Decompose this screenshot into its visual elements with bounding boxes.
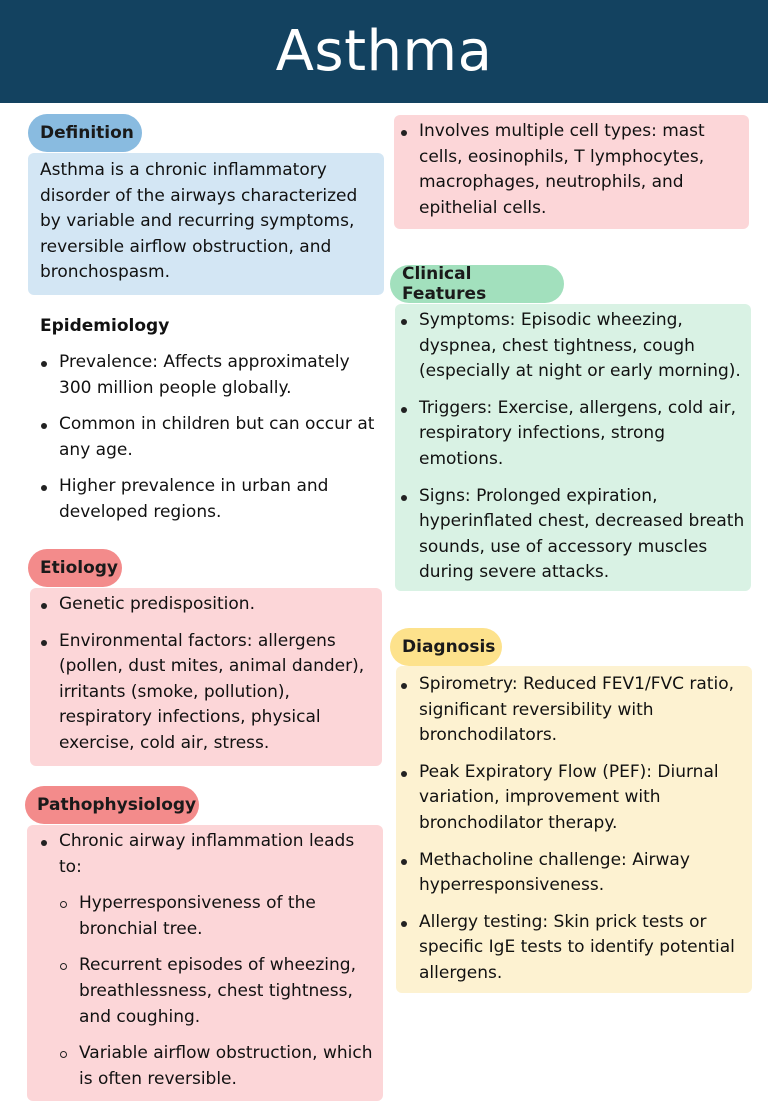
list-item: Hyperresponsiveness of the bronchial tree. — [59, 891, 375, 942]
circle-bullet-icon — [60, 901, 67, 908]
clinical-features-box — [395, 304, 751, 591]
cell-types-list — [399, 119, 741, 221]
list-item: Involves multiple cell types: mast cells, eosinophils, T lymphocytes, macrophages, neutrophils, and epithelial cells. — [399, 119, 741, 221]
list-item: Allergy testing: Skin prick tests or specific IgE tests to identify potential allergens. — [399, 910, 748, 987]
list-item: Triggers: Exercise, allergens, cold air, respiratory infections, strong emotions. — [399, 396, 747, 473]
list-item: Peak Expiratory Flow (PEF): Diurnal variation, improvement with bronchodilator therapy. — [399, 760, 748, 837]
list-item: Methacholine challenge: Airway hyperresponsiveness. — [399, 848, 748, 899]
etiology-label: Etiology — [28, 549, 122, 587]
bullet-icon — [41, 361, 47, 367]
diagnosis-list — [399, 672, 748, 987]
pathophysiology-sublist — [39, 891, 375, 1092]
bullet-icon — [401, 859, 407, 865]
list-item: Environmental factors: allergens (pollen, dust mites, animal dander), irritants (smoke, pollution), respiratory infections, physical exercise, cold air, stress. — [39, 629, 374, 757]
page-title: Asthma — [275, 19, 493, 84]
bullet-icon — [401, 495, 407, 501]
cell-types-box — [394, 115, 749, 229]
etiology-list — [39, 592, 374, 757]
bullet-icon — [401, 319, 407, 325]
list-item: Variable airflow obstruction, which is often reversible. — [59, 1041, 375, 1092]
etiology-box — [30, 588, 382, 766]
pathophysiology-label: Pathophysiology — [25, 786, 199, 824]
diagnosis-label: Diagnosis — [390, 628, 502, 666]
definition-label: Definition — [28, 114, 142, 152]
bullet-icon — [401, 407, 407, 413]
bullet-icon — [41, 640, 47, 646]
list-item: Symptoms: Episodic wheezing, dyspnea, chest tightness, cough (especially at night or early morning). — [399, 308, 747, 385]
list-item: Recurrent episodes of wheezing, breathlessness, chest tightness, and coughing. — [59, 953, 375, 1030]
list-item: Signs: Prolonged expiration, hyperinflated chest, decreased breath sounds, use of accessory muscles during severe attacks. — [399, 484, 747, 586]
epidemiology-list — [39, 350, 384, 526]
pathophysiology-box — [27, 825, 383, 1101]
diagnosis-box — [396, 666, 752, 993]
clinical-features-label: Clinical Features — [390, 265, 564, 303]
list-item: Higher prevalence in urban and developed regions. — [39, 474, 384, 525]
bullet-icon — [401, 683, 407, 689]
clinical-features-list — [399, 308, 747, 586]
bullet-icon — [401, 771, 407, 777]
definition-box — [28, 153, 384, 295]
list-item: Common in children but can occur at any age. — [39, 412, 384, 463]
list-item: Spirometry: Reduced FEV1/FVC ratio, significant reversibility with bronchodilators. — [399, 672, 748, 749]
pathophysiology-list — [39, 829, 375, 1092]
circle-bullet-icon — [60, 1051, 67, 1058]
list-item: Genetic predisposition. — [39, 592, 374, 618]
page-header — [0, 0, 768, 103]
bullet-icon — [41, 603, 47, 609]
list-item: Prevalence: Affects approximately 300 million people globally. — [39, 350, 384, 401]
bullet-icon — [401, 130, 407, 136]
circle-bullet-icon — [60, 963, 67, 970]
list-item: Chronic airway inflammation leads to: Hyperresponsiveness of the bronchial tree. Recurrent episodes of wheezing, breathlessness, chest tightness, and coughing. Variable airflow obstruction, which is often reversible. — [39, 829, 375, 1092]
bullet-icon — [401, 921, 407, 927]
epidemiology-heading: Epidemiology — [40, 316, 170, 336]
bullet-icon — [41, 485, 47, 491]
definition-text: Asthma is a chronic inflammatory disorder of the airways characterized by variable and recurring symptoms, reversible airflow obstruction, and bronchospasm. — [40, 160, 358, 283]
bullet-icon — [41, 840, 47, 846]
bullet-icon — [41, 423, 47, 429]
